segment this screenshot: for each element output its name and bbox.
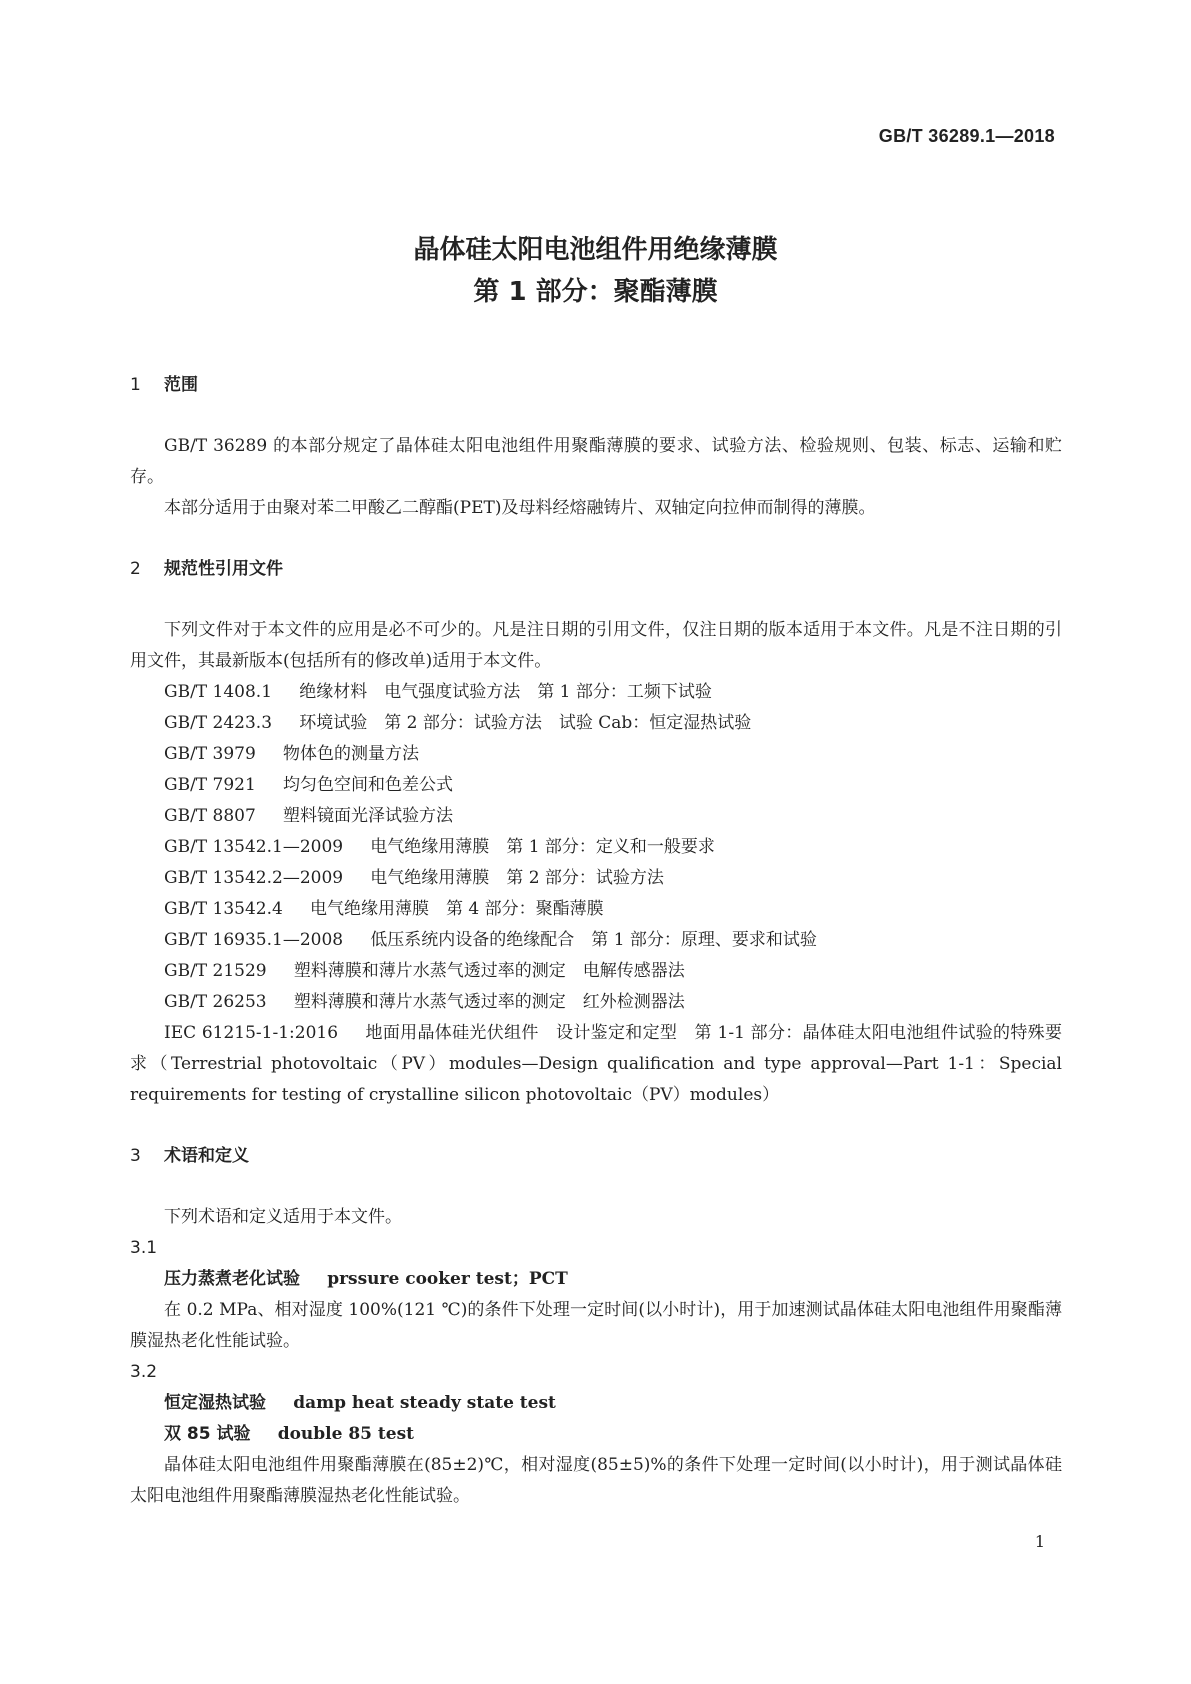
reference-item [130, 863, 1062, 894]
reference-item [130, 956, 1062, 987]
reference-title: 物体色的测量方法 [283, 744, 419, 764]
section-heading [130, 1141, 1062, 1172]
section-number: 2 [130, 559, 141, 579]
reference-code: GB/T 13542.2—2009 [164, 868, 344, 888]
term-title [130, 1419, 1062, 1450]
reference-item [130, 708, 1062, 739]
section-title: 范围 [164, 375, 198, 395]
page-number: 1 [1034, 1532, 1045, 1551]
reference-code: GB/T 21529 [164, 961, 267, 981]
reference-title: 绝缘材料 电气强度试验方法 第 1 部分：工频下试验 [299, 682, 712, 702]
reference-list [130, 677, 1062, 1111]
reference-title: 电气绝缘用薄膜 第 1 部分：定义和一般要求 [370, 837, 715, 857]
reference-code: IEC 61215-1-1:2016 [164, 1023, 339, 1043]
reference-code: GB/T 8807 [164, 806, 256, 826]
term-title-zh: 恒定湿热试验 [164, 1393, 266, 1413]
paragraph: 本部分适用于由聚对苯二甲酸乙二醇酯(PET)及母料经熔融铸片、双轴定向拉伸而制得的薄膜。 [164, 498, 876, 518]
reference-item [130, 1018, 1062, 1111]
term-definition: 在 0.2 MPa、相对湿度 100%(121 ℃)的条件下处理一定时间(以小时计)，用于加速测试晶体硅太阳电池组件用聚酯薄膜湿热老化性能试验。 [130, 1300, 1062, 1351]
section-heading [130, 370, 1062, 401]
term-title-zh: 压力蒸煮老化试验 [164, 1269, 300, 1289]
section-heading [130, 554, 1062, 585]
standard-number: GB/T 36289.1—2018 [878, 126, 1055, 146]
reference-code: GB/T 13542.4 [164, 899, 283, 919]
reference-title: 电气绝缘用薄膜 第 4 部分：聚酯薄膜 [310, 899, 604, 919]
reference-title: 电气绝缘用薄膜 第 2 部分：试验方法 [370, 868, 664, 888]
reference-title: 低压系统内设备的绝缘配合 第 1 部分：原理、要求和试验 [370, 930, 817, 950]
term-number: 3.2 [130, 1362, 158, 1382]
term-title-en: prssure cooker test；PCT [327, 1269, 568, 1289]
reference-item [130, 739, 1062, 770]
term-title [130, 1388, 1062, 1419]
term-title-en: double 85 test [277, 1424, 415, 1444]
reference-title: 地面用晶体硅光伏组件 设计鉴定和定型 第 1-1 部分：晶体硅太阳电池组件试验的特殊要求（Terrestrial photovoltaic（PV）modules—Design qualification and type approval—Part 1-1：Special requirements for testing of crystalline silicon photovoltaic（PV）modules） [130, 1023, 1062, 1105]
document-body [130, 370, 1062, 1512]
reference-code: GB/T 13542.1—2009 [164, 837, 344, 857]
section-title: 规范性引用文件 [164, 559, 283, 579]
reference-title: 环境试验 第 2 部分：试验方法 试验 Cab：恒定湿热试验 [299, 713, 752, 733]
section-title: 术语和定义 [164, 1146, 249, 1166]
reference-title: 塑料薄膜和薄片水蒸气透过率的测定 红外检测器法 [293, 992, 685, 1012]
section-number: 3 [130, 1146, 141, 1166]
reference-code: GB/T 16935.1—2008 [164, 930, 344, 950]
reference-code: GB/T 3979 [164, 744, 256, 764]
reference-item [130, 832, 1062, 863]
reference-item [130, 925, 1062, 956]
paragraph: 下列术语和定义适用于本文件。 [164, 1207, 402, 1227]
reference-code: GB/T 26253 [164, 992, 267, 1012]
term-title [130, 1264, 1062, 1295]
reference-item [130, 894, 1062, 925]
term-title-en: damp heat steady state test [293, 1393, 556, 1413]
reference-code: GB/T 1408.1 [164, 682, 273, 702]
reference-title: 塑料薄膜和薄片水蒸气透过率的测定 电解传感器法 [293, 961, 685, 981]
reference-code: GB/T 2423.3 [164, 713, 273, 733]
reference-item [130, 770, 1062, 801]
paragraph: GB/T 36289 的本部分规定了晶体硅太阳电池组件用聚酯薄膜的要求、试验方法、检验规则、包装、标志、运输和贮存。 [130, 436, 1062, 487]
reference-item [130, 677, 1062, 708]
reference-code: GB/T 7921 [164, 775, 256, 795]
term-definition: 晶体硅太阳电池组件用聚酯薄膜在(85±2)℃，相对湿度(85±5)%的条件下处理一定时间(以小时计)，用于测试晶体硅太阳电池组件用聚酯薄膜湿热老化性能试验。 [130, 1455, 1062, 1506]
reference-title: 均匀色空间和色差公式 [283, 775, 453, 795]
paragraph: 下列文件对于本文件的应用是必不可少的。凡是注日期的引用文件，仅注日期的版本适用于本文件。凡是不注日期的引用文件，其最新版本(包括所有的修改单)适用于本文件。 [130, 620, 1062, 671]
document-title-line1: 晶体硅太阳电池组件用绝缘薄膜 [413, 235, 778, 265]
term-title-zh: 双 85 试验 [164, 1424, 251, 1444]
reference-item [130, 801, 1062, 832]
section-number: 1 [130, 375, 141, 395]
reference-title: 塑料镜面光泽试验方法 [283, 806, 453, 826]
document-title-line2: 第 1 部分：聚酯薄膜 [473, 277, 718, 307]
term-number: 3.1 [130, 1238, 158, 1258]
reference-item [130, 987, 1062, 1018]
